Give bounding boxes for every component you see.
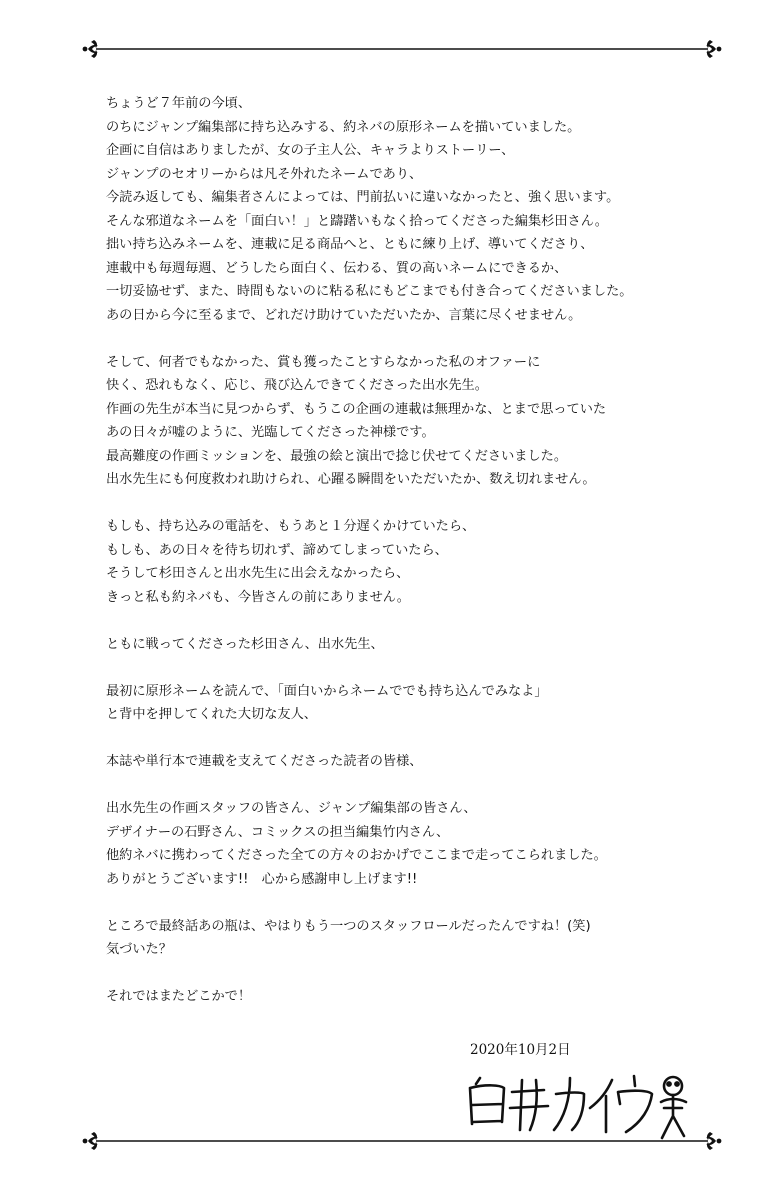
letter-line: そんな邪道なネームを「面白い！」と躊躇いもなく拾ってくださった編集杉田さん。 xyxy=(106,213,608,229)
letter-paragraph xyxy=(106,750,706,774)
letter-line: 最高難度の作画ミッションを、最強の絵と演出で捻じ伏せてくださいました。 xyxy=(106,448,568,464)
letter-line: 出水先生の作画スタッフの皆さん、ジャンプ編集部の皆さん、 xyxy=(106,801,477,816)
letter-line: あの日から今に至るまで、どれだけ助けていただいたか、言葉に尽くせません。 xyxy=(106,307,582,323)
letter-paragraph xyxy=(106,985,706,1009)
letter-line: あの日々が嘘のように、光臨してくださった神様です。 xyxy=(106,425,435,440)
letter-line: ともに戦ってくださった杉田さん、出水先生、 xyxy=(106,636,384,652)
letter-paragraph xyxy=(106,351,706,492)
letter-line: 他約ネバに携わってくださった全ての方々のおかげでここまで走ってこられました。 xyxy=(106,848,607,863)
letter-body xyxy=(106,92,706,1032)
letter-line: 企画に自信はありましたが、女の子主人公、キャラよりストーリー、 xyxy=(106,143,515,158)
letter-paragraph xyxy=(106,92,706,327)
letter-line: 一切妥協せず、また、時間もないのに粘る私にもどこまでも付き合ってくださいました。 xyxy=(106,284,633,299)
letter-line: 最初に原形ネームを読んで、「面白いからネームででも持ち込んでみなよ」 xyxy=(106,683,548,699)
letter-line: もしも、あの日々を待ち切れず、諦めてしまっていたら、 xyxy=(106,542,448,558)
letter-line: 今読み返しても、編集者さんによっては、門前払いに違いなかったと、強く思います。 xyxy=(106,190,620,205)
ornament-divider-icon xyxy=(82,1128,722,1154)
letter-line: ジャンプのセオリーからは凡そ外れたネームであり、 xyxy=(106,166,423,182)
letter-line: 拙い持ち込みネームを、連載に足る商品へと、ともに練り上げ、導いてくださり、 xyxy=(106,237,594,252)
letter-line: と背中を押してくれた大切な友人、 xyxy=(106,707,317,722)
letter-line: 本誌や単行本で連載を支えてくださった読者の皆様、 xyxy=(106,754,423,769)
bottom-ornamental-rule xyxy=(82,1128,722,1154)
letter-paragraph xyxy=(106,633,706,657)
letter-paragraph xyxy=(106,680,706,727)
letter-line: 作画の先生が本当に見つからず、もうこの企画の連載は無理かな、とまで思っていた xyxy=(106,401,607,417)
letter-line: それではまたどこかで！ xyxy=(106,989,252,1004)
top-ornamental-rule xyxy=(82,36,722,62)
letter-line: きっと私も約ネバも、今皆さんの前にありません。 xyxy=(106,589,410,605)
letter-line: ところで最終話あの瓶は、やはりもう一つのスタッフロールだったんですね！(笑) xyxy=(106,918,591,934)
letter-paragraph xyxy=(106,915,706,962)
letter-paragraph xyxy=(106,515,706,609)
letter-line: ちょうど７年前の今頃、 xyxy=(106,96,252,111)
letter-line: 連載中も毎週毎週、どうしたら面白く、伝わる、質の高いネームにできるか、 xyxy=(106,260,568,276)
letter-line: 気づいた？ xyxy=(106,942,172,957)
letter-paragraph xyxy=(106,797,706,891)
letter-line: 出水先生にも何度救われ助けられ、心躍る瞬間をいただいたか、数え切れません。 xyxy=(106,472,596,487)
letter-line: 快く、恐れもなく、応じ、飛び込んできてくださった出水先生。 xyxy=(106,378,488,393)
letter-line: ありがとうございます!! 心から感謝申し上げます!! xyxy=(106,871,418,887)
letter-line: そうして杉田さんと出水先生に出会えなかったら、 xyxy=(106,566,410,581)
ornament-divider-icon xyxy=(82,36,722,62)
letter-date: 2020年10月2日 xyxy=(470,1042,571,1058)
letter-line: そして、何者でもなかった、賞も獲ったことすらなかった私のオファーに xyxy=(106,354,541,370)
letter-line: のちにジャンプ編集部に持ち込みする、約ネバの原形ネームを描いていました。 xyxy=(106,119,581,135)
letter-line: デザイナーの石野さん、コミックスの担当編集竹内さん、 xyxy=(106,824,450,840)
letter-line: もしも、持ち込みの電話を、もうあと１分遅くかけていたら、 xyxy=(106,519,476,534)
